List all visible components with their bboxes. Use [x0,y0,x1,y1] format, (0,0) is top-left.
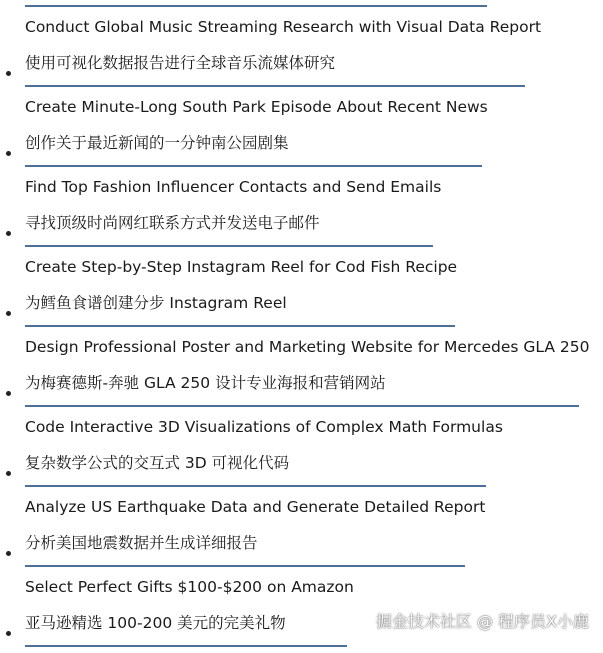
list-item [0,80,603,160]
bullet-icon [6,151,11,156]
bullet-icon [6,631,11,636]
task-title-zh: 使用可视化数据报告进行全球音乐流媒体研究 [25,54,336,72]
task-title-zh: 为鳕鱼食谱创建分步 Instagram Reel [25,294,287,312]
task-title-en: Analyze US Earthquake Data and Generate Detailed Report [25,498,486,516]
list-item [0,400,603,480]
task-title-zh: 创作关于最近新闻的一分钟南公园剧集 [25,134,289,152]
task-title-en: Create Step-by-Step Instagram Reel for Cod Fish Recipe [25,258,458,276]
bullet-icon [6,551,11,556]
task-title-zh: 分析美国地震数据并生成详细报告 [25,534,258,552]
list-item [0,0,603,80]
bullet-icon [6,391,11,396]
list-item [0,320,603,400]
list-item [0,480,603,560]
task-title-en: Code Interactive 3D Visualizations of Complex Math Formulas [25,418,503,436]
list-item [0,160,603,240]
task-title-zh: 寻找顶级时尚网红联系方式并发送电子邮件 [25,214,320,232]
list-item [0,240,603,320]
bullet-icon [6,231,11,236]
bullet-icon [6,71,11,76]
task-title-en: Select Perfect Gifts $100-$200 on Amazon [25,578,354,596]
task-title-en: Find Top Fashion Influencer Contacts and Send Emails [25,178,442,196]
task-title-zh: 亚马逊精选 100-200 美元的完美礼物 [25,614,286,632]
divider [25,645,347,647]
task-title-zh: 为梅赛德斯-奔驰 GLA 250 设计专业海报和营销网站 [25,374,386,392]
bullet-icon [6,311,11,316]
bullet-icon [6,471,11,476]
task-title-en: Conduct Global Music Streaming Research with Visual Data Report [25,18,542,36]
task-title-zh: 复杂数学公式的交互式 3D 可视化代码 [25,454,290,472]
task-title-en: Design Professional Poster and Marketing Website for Mercedes GLA 250 [25,338,590,356]
watermark: 掘金技术社区 @ 程序员X小鹿 [375,612,589,631]
task-title-en: Create Minute-Long South Park Episode About Recent News [25,98,488,116]
